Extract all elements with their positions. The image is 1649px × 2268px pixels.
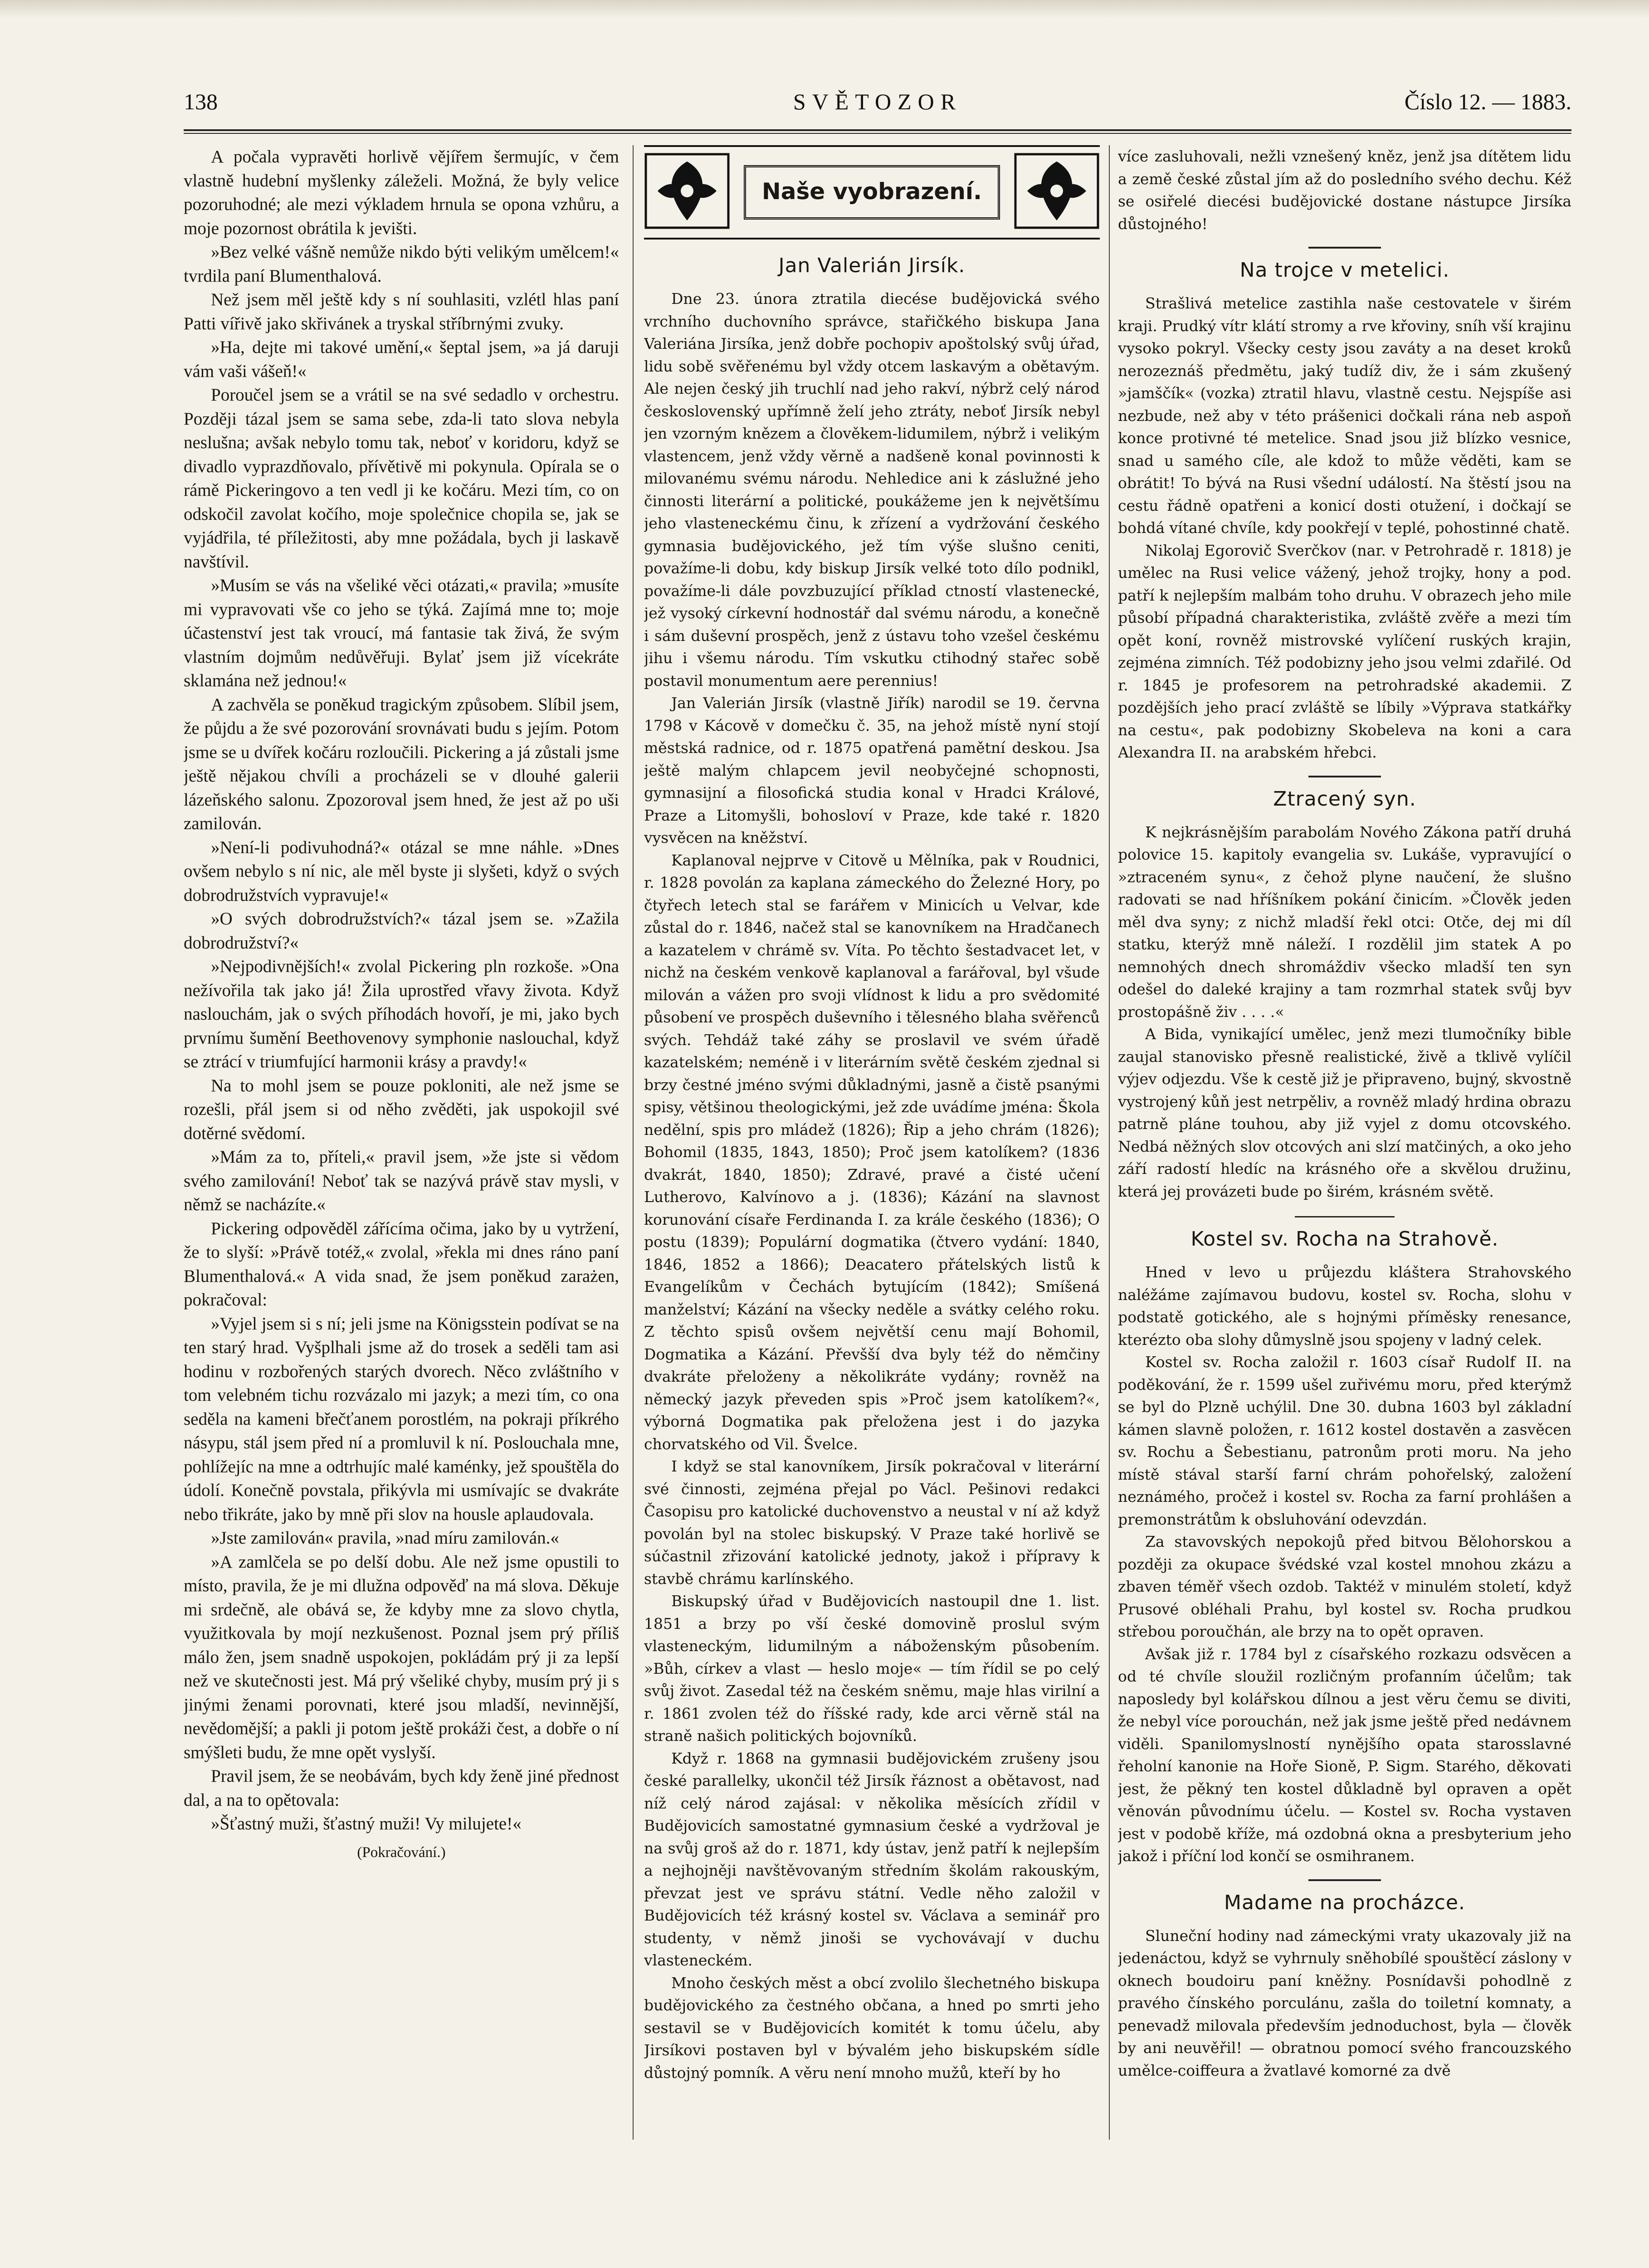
article-paragraph: I když se stal kanovníkem, Jirsík pokračoval v literární své činnosti, zejména přejal po Václ. Pešinovi redakci Časopisu pro katolické duchovenstvo a neustal v ní až když povolán byl na stolec biskupský. V Praze také horlivě se súčastnil zřizování katolické jednoty, jakož i přípravy k stavbě chrámu karlínského. [644,1457,1100,1588]
page-header [184,88,1571,120]
story-paragraph: Pravil jsem, že se neobávám, bych kdy ženě jiné přednost dal, a na to opětovala: [184,1766,619,1810]
article-paragraph: Biskupský úřad v Budějovicích nastoupil dne 1. list. 1851 a brzy po vší české domovině proslul svým vlasteneckým, lidumilným a náboženským působením. »Bůh, církev a vlast — heslo moje« — tím řídil se po celý svůj život. Zasedal též na českém sněmu, maje hlas virilní a r. 1861 zvolen též do říšské rady, kde arci věrně stál na straně našich politických bojovníků. [644,1592,1100,1745]
story-column [184,145,619,2144]
article-paragraph: K nejkrásnějším parabolám Nového Zákona patří druhá polovice 15. kapitoly evangelia sv. Lukáše, vypravující o »ztraceném synu«, z čehož plyne naučení, že slušno radovati se nad hříšníkem pokání činicím. »Člověk jeden měl dva syny; z nichž mladší řekl otci: Otče, dej mi díl statku, kterýž mně náleží. I rozdělil jim statek A po nemnohých dnech shromáždiv všecko mladší ten syn odešel do daleké krajiny a tam rozmrhal statek svůj byv prostopášně živ . . . .« [1118,823,1571,1021]
story-paragraph: »Není-li podivuhodná?« otázal se mne náhle. »Dnes ovšem nebylo s ní nic, ale měl byste ji slyšeti, když o svých dobrodružstvích vypravuje!« [184,837,619,905]
article-paragraph: Dne 23. února ztratila diecése budějovická svého vrchního duchovního správce, stařičkého biskupa Jana Valeriána Jirsíka, jenž dobře pochopiv apoštolský svůj úřad, lidu sobě svěřenému byl vždy otcem laskavým a obětavým. Ale nejen český jih truchlí nad jeho rakví, nýbrž celý národ československý upřímně želí jeho ztráty, neboť Jirsík nebyl jen vzorným knězem a člověkem-lidumilem, nýbrž i velikým vlastencem, jenž vždy věrně a nadšeně konal povinnosti k milovanému svému národu. Nehledice ani k záslužné jeho činnosti literární a politické, poukážeme jen k největšímu jeho vlasteneckému činu, k zřízení a vydržování českého gymnasia budějovického, jež tím výše slušno ceniti, považíme-li dobu, kdy biskup Jirsík velké toto dílo podnikl, považíme-li dále povzbuzující příklad ctností vlastenecké, jež vysoký církevní hodnostář dal svému národu, a konečně i sám duševní prospěch, jenž z ústavu toho vzešel českému jihu i všemu národu. Tím vskutku ctihodný stařec sobě postavil monumentum aere perennius! [644,290,1100,689]
section-separator [1308,776,1381,777]
story-paragraph: »Šťastný muži, šťastný muži! Vy milujete!« [211,1814,522,1833]
story-paragraph: »Jste zamilován« pravila, »nad míru zamilován.« [211,1528,559,1548]
section-banner-label: Naše vyobrazení. [744,165,1000,220]
story-paragraph: Poroučel jsem se a vrátil se na své sedadlo v orchestru. Později tázal jsem se sama sebe, zda-li tato slova nebyla neslušna; avšak nebylo tomu tak, neboť v koridoru, když se divadlo vyprazdňovalo, přívětivě mi pokynula. Opírala se o rámě Pickeringovo a ten vedl ji ke kočáru. Mezi tím, co on odskočil zavolat kočího, moje společnice chopila se, jak se vyjádřila, té příležitosti, aby mne požádala, bych ji laskavě navštívil. [184,385,619,572]
page-number: 138 [184,89,218,114]
header-rule [184,129,1571,131]
article-heading: Madame na procházce. [1224,1891,1465,1914]
fleuron-ornament-icon [644,152,730,230]
issue-label: Číslo 12. — 1883. [1404,89,1571,114]
article-heading: Ztracený syn. [1273,787,1416,811]
fleuron-ornament-icon [1014,152,1100,230]
story-paragraph: »O svých dobrodružstvích?« tázal jsem se. »Zažila dobrodružství?« [184,909,619,953]
article-paragraph: Hned v levo u průjezdu kláštera Strahovského naléžáme zajímavou budovu, kostel sv. Rocha, slohu v podstatě gotického, ale s hojnými příměsky renesance, kterézto oba slohy důmyslně jsou spojeny v ladný celek. [1118,1263,1571,1349]
sections-column [1118,145,1571,2144]
scan-edge [0,0,1649,18]
article-heading: Jan Valerián Jirsík. [778,254,966,277]
story-paragraph: A počala vypravěti horlivě vějířem šermujíc, v čem vlastně hudební myšlenky záleželi. Možná, že byly velice pozoruhodné; ale mezi výkladem hrnula se opona vzhůru, a moje pozornost obrátila k jevišti. [184,147,619,238]
continuation-note: (Pokračování.) [357,1844,446,1861]
story-paragraph: »Musím se vás na všeliké věci otázati,« pravila; »musíte mi vypravovati vše co jeho se týká. Zajímá mne to; moje účastenství jest tak vroucí, má fantasie tak živá, že svým vlastním dojmům nedůvěřuji. Bylať jsem již vícekráte sklamána než jednou!« [184,576,619,690]
journal-title: SVĚTOZOR [793,89,962,114]
story-paragraph: »Bez velké vášně nemůže nikdo býti velikým umělcem!« tvrdila paní Blumenthalová. [184,242,619,286]
article-paragraph: Sluneční hodiny nad zámeckými vraty ukazovaly již na jedenáctou, když se vyhrnuly sněhobílé spouštěcí záslony v oknech boudoiru paní kněžny. Posnídavši pohodlně z pravého čínského porculánu, zašla do toiletní komnaty, a penevadž milovala především jednoduchost, byla — člověk by ani neuvěřil! — obratnou pomocí svého francouzského umělce-coiffeura a žvatlavé komorné za dvě [1118,1926,1571,2079]
story-paragraph: A zachvěla se poněkud tragickým způsobem. Slíbil jsem, že půjdu a že své pozorování srovnávati budu s jejím. Potom jsme se u dvířek kočáru rozloučili. Pickering a já zůstali jsme ještě nějakou chvíli a procházeli se v dlouhé galerii lázeňského salonu. Zpozoroval jsem hned, že jest až po uši zamilován. [184,694,619,833]
story-paragraph: »Mám za to, příteli,« pravil jsem, »že jste si vědom svého zamilování! Neboť tak se nazývá právě stav mysli, v němž se nacházíte.« [184,1147,619,1214]
article-paragraph: Avšak již r. 1784 byl z císařského rozkazu odsvěcen a od té chvíle sloužil rozličným profanním účelům; tak naposledy byl kolářskou dílnou a jest věru čemu se diviti, že nebyl více porouchán, než jak jsme ještě před nedávnem viděli. Spanilomyslností nynějšího opata starosslavné řeholní kanonie na Hoře Sioně, P. Sigm. Starého, děkovati jest, že pěkný ten kostel důkladně byl opraven a opět věnován původnímu účelu. — Kostel sv. Rocha vystaven jest v podobě kříže, má ozdobná okna a presbyterium jeho jakož i příční lod končí se osmihranem. [1118,1645,1571,1865]
section-separator [1295,1216,1395,1217]
article-paragraph: Jan Valerián Jirsík (vlastně Jiřík) narodil se 19. června 1798 v Kácově v domečku č. 35, na jehož místě nyní stojí městská radnice, od r. 1875 opatřená pamětní deskou. Jsa ještě malým chlapcem jevil neobyčejné schopnosti, gymnasijní a filosofická studia konal v Hradci Králové, Praze a Litomyšli, bohosloví v Praze, kde také r. 1820 vysvěcen na kněžství. [644,694,1100,846]
article-paragraph: Kostel sv. Rocha založil r. 1603 císař Rudolf II. na poděkování, že r. 1599 ušel zuřivému moru, před kterýmž se byl do Plzně uchýlil. Dne 30. dubna 1603 byl základní kámen slavně položen, r. 1612 kostel dostavěn a zasvěcen sv. Rochu a Šebestianu, patronům proti moru. Na jeho místě stával starší farní chrám pohořelský, založení neznámého, pročež i kostel sv. Rocha za farní prohlášen a premonstrátům k obsluhování odevzdán. [1118,1353,1571,1528]
article-heading: Na trojce v metelici. [1239,259,1450,282]
article-paragraph: Nikolaj Egorovič Sverčkov (nar. v Petrohradě r. 1818) je umělec na Rusi velice vážený, jehož trojky, hony a pod. patří k nejlepším malbám toho druhu. V obrazech jeho mile působí případná charakteristika, zvláště zvěře a mezi tím opět koní, rovněž mistrovské vylíčení ruských krajin, zejména zimních. Též podobizny jeho jsou velmi zdařilé. Od r. 1845 je profesorem na petrohradské akademii. Z pozdějších jeho prací zvláště se líbily »Výprava statkářky na cestu«, pak podobizny Skobeleva na koni a cara Alexandra II. na arabském hřebci. [1118,541,1571,761]
story-paragraph: Na to mohl jsem se pouze pokloniti, ale než jsme se rozešli, přál jsem si od něho zvěděti, jak uspokojil své dotěrné svědomí. [184,1075,619,1143]
article-paragraph: Když r. 1868 na gymnasii budějovickém zrušeny jsou české parallelky, ukončil též Jirsík řáznost a obětavost, nad níž celý národ zajásal: v několika měsících zřídil v Budějovicích samostatné gymnasium české a vydržoval je na svůj groš až do r. 1871, kdy ústav, jenž patří k nejlepším a nejhojněji navštěvovaným středním školám rakouským, převzat jest ve správu státní. Vedle něho založil v Budějovicích též krásný kostel sv. Václava a seminář pro studenty, v němž jinoši se vychovávají v duchu vlasteneckém. [644,1749,1100,1969]
article-heading: Kostel sv. Rocha na Strahově. [1190,1227,1499,1251]
illustrations-column [644,145,1100,2144]
story-paragraph: »A zamlčela se po delší dobu. Ale než jsme opustili to místo, pravila, že je mi dlužna odpověď na má slova. Děkuje mi srdečně, ale obává se, že kdyby mne za slovo chytla, využitkovala by mojí nezkušenost. Poznal jsem prý příliš málo žen, jsem snadně uspokojen, pokládám prý ji za lepší než ve skutečnosti jest. Má prý všeliké chyby, musím prý ji s jinými ženami porovnati, které jsou mladší, nevinnější, nevědomější; a pakli ji potom ještě prokáži čest, a dobře o ní smýšleti budu, že mne opět vyslyší. [184,1552,619,1762]
column-divider [1109,145,1110,2140]
article-paragraph: Strašlivá metelice zastihla naše cestovatele v širém kraji. Prudký vítr klátí stromy a rve křoviny, sníh vší krajinu vysoko pokryl. Všecky cesty jsou zaváty a na deset kroků nerozeznáš předmětu, jaký tudíž div, že i sám zkušený »jamščík« (vozka) ztratil hlavu, vlastně cestu. Nejspíše asi nezbude, než aby v této prášenici dočkali rána neb aspoň konce protivné té metelice. Snad jsou již blízko vesnice, snad u samého cíle, ale kdož to může věděti, kam se obrátit! To bývá na Rusi všední událostí. Na štěstí jsou na cestu řádně opatřeni a konicí dosti otužení, i dočkají se bohdá vítané chvíle, kdy pookřejí v teplé, pohostinné chatě. [1118,294,1571,537]
story-paragraph: »Vyjel jsem si s ní; jeli jsme na Königsstein podívat se na ten starý hrad. Vyšplhali jsme až do trosek a seděli tam asi hodinu v rozbořených starých dvorech. Něco zvláštního v tom velebném tichu rozvázalo mi jazyk; a mezi tím, co ona seděla na kameni břečťanem porostlém, na pokraji příkrého násypu, stál jsem před ní a promluvil k ní. Poslouchala mne, pohlížejíc na mne a odtrhujíc malé kaménky, jež spouštěla do údolí. Konečně povstala, přikývla mi usmívajíc se dvakráte nebo třikráte, jako by mně při slov na housle aplaudovala. [184,1314,619,1524]
section-separator [1308,1879,1381,1881]
section-banner [644,145,1100,240]
article-paragraph: Mnoho českých měst a obcí zvolilo šlechetného biskupa budějovického za čestného občana, a hned po smrti jeho sestavil se v Budějovicích komitét k tomu účelu, aby Jirsíkovi postaven byl v bývalém jeho biskupském sídle důstojný pomník. A věru není mnoho mužů, kteří by ho [644,1974,1100,2082]
story-paragraph: »Ha, dejte mi takové umění,« šeptal jsem, »a já daruji vám vaši vášeň!« [184,337,619,381]
article-paragraph: A Bida, vynikající umělec, jenž mezi tlumočníky bible zaujal stanovisko přesně realistické, živě a tklivě vylíčil výjev odjezdu. Vše k cestě již je připraveno, bujný, skvostně vystrojený kůň jest netrpěliv, a rovněž mladý hrdina obrazu patrně pláne touhou, aby již vyjel z domu otcovského. Nedbá něžných slov otcových ani slzí matčiných, a oko jeho září radostí hledíc na krásného oře a skvělou družinu, která jej provázeti bude po širém, krásném světě. [1118,1025,1571,1200]
section-separator [1308,247,1381,249]
article-paragraph: Za stavovských nepokojů před bitvou Bělohorskou a později za okupace švédské vzal kostel mnohou zkázu a zbaven téměř všech ozdob. Taktéž v minulém století, když Prusové obléhali Prahu, byl kostel sv. Rocha prudkou střebou poroučhán, ale brzy na to opět opraven. [1118,1533,1571,1640]
story-paragraph: »Nejpodivnějších!« zvolal Pickering pln rozkoše. »Ona nežívořila tak jako já! Žila uprostřed vřavy života. Když naslouchám, jak o svých příhodách hovoří, je mi, jako bych prvnímu šumění Beethovenovy symphonie naslouchal, když se ztrácí v triumfující harmonii krásy a pravdy!« [184,957,619,1071]
article-paragraph: více zasluhovali, nežli vznešený kněz, jenž jsa dítětem lidu a země české zůstal jím až do posledního svého dechu. Kéž se osiřelé diecési budějovické dostane nástupce Jirsíka důstojného! [1118,147,1571,233]
header-rule-thin [184,133,1571,134]
column-divider [633,145,634,2140]
story-paragraph: Pickering odpověděl zářícíma očima, jako by u vytržení, že to slyší: »Právě totéž,« zvolal, »řekla mi dnes ráno paní Blumenthalová.« A vida snad, že jsem poněkud zarażen, pokračoval: [184,1218,619,1310]
story-paragraph: Než jsem měl ještě kdy s ní souhlasiti, vzlétl hlas paní Patti vířivě jako skřivánek a tryskal stříbrnými zvuky. [184,290,619,333]
article-paragraph: Kaplanoval nejprve v Citově u Mělníka, pak v Roudnici, r. 1828 povolán za kaplana zámeckého do Železné Hory, po čtyřech letech stal se farářem v Minicích u Velvar, kde zůstal do r. 1846, načež stal se kanovníkem na Hradčanech a kazatelem v chrámě sv. Víta. Po těchto šestadvacet let, v nichž na českém venkově kaplanoval a farářoval, byl všude milován a vážen pro svoji vlídnost k lidu a pro svědomité působení ve prospěch duševního i tělesného blaha svěřenců svých. Tehdáž také záhy se proslavil ve svém úřadě kazatelském; neméně i v literárním světě českém zjednal si brzy čestné jméno svými důkladnými, jasně a čistě psanými spisy, většinou theologickými, jež zde uvádíme jména: Škola nedělní, spis pro mládež (1826); Řip a jeho chrám (1826); Bohomil (1835, 1843, 1850); Proč jsem katolíkem? (1836 dvakrát, 1840, 1850); Zdravé, pravé a čisté učení Lutherovo, Kalvínovo a j. (1836); Kázání na slavnost korunování císaře Ferdinanda I. za krále českého (1836); O postu (1839); Populární dogmatika (čtvero vydání: 1840, 1846, 1852 a 1866); Deacatero přátelských listů k Evangelíkům v Čechách bytujícím (1842); Smíšená manželství; Kázání na všecky neděle a svátky celého roku. Z těchto spisů ovšem největší cenu mají Bohomil, Dogmatika a Kázání. Převšší dva byly též do němčiny dvakráte přeloženy a několikráte vydány; rovněž na německý jazyk převeden spis »Proč jsem katolíkem?«, výborná Dogmatika pak přeložena jest i do jazyka chorvatského od Vil. Švelce. [644,851,1100,1453]
